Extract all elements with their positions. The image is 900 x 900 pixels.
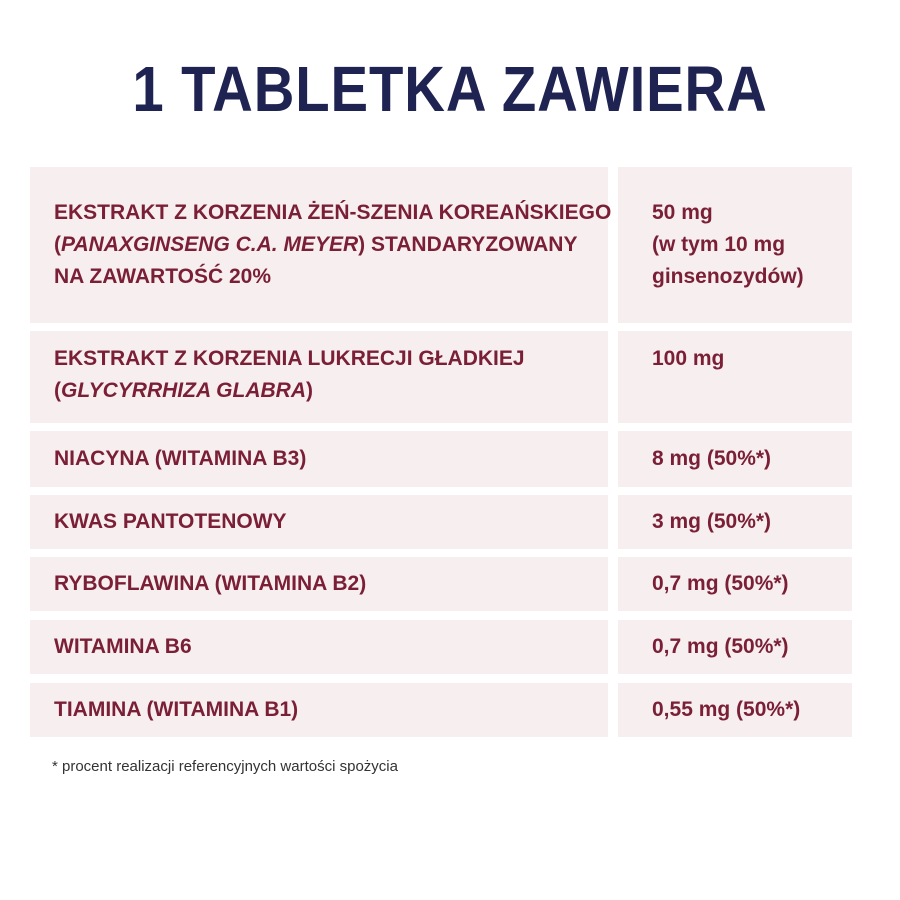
amount-text: 0,55 mg (50%*): [652, 698, 801, 721]
ingredient-text: EKSTRAKT Z KORZENIA LUKRECJI GŁADKIEJ: [54, 347, 525, 370]
ingredient-name-line: [54, 343, 525, 375]
ingredient-name-line: [54, 197, 611, 229]
ingredient-name-line: [54, 443, 306, 475]
ingredient-name-cell: [30, 557, 608, 611]
amount-cell: [618, 495, 852, 549]
ingredient-text: ): [306, 379, 313, 402]
ingredient-text: ) STANDARYZOWANY: [358, 233, 578, 256]
table-row: [30, 683, 852, 737]
latin-name-text: GLYCYRRHIZA GLABRA: [61, 379, 306, 402]
ingredient-name-cell: [30, 167, 612, 323]
amount-cell: [618, 557, 852, 611]
ingredient-text: (: [54, 379, 61, 402]
ingredient-text: (: [54, 233, 61, 256]
ingredient-name-line: [54, 694, 298, 726]
amount-text: 3 mg (50%*): [652, 510, 772, 533]
ingredient-text: NIACYNA (WITAMINA B3): [54, 447, 307, 470]
ingredient-text: EKSTRAKT Z KORZENIA ŻEŃ-SZENIA KOREAŃSKIEGO: [54, 201, 612, 224]
ingredient-name-line: [54, 375, 525, 407]
amount-cell: [618, 167, 852, 323]
ingredient-name-cell: [30, 620, 608, 674]
ingredient-name-line: [54, 631, 192, 663]
ingredient-text: TIAMINA (WITAMINA B1): [54, 698, 299, 721]
table-row: [30, 620, 852, 674]
table-row: [30, 331, 852, 423]
amount-text: 0,7 mg (50%*): [652, 635, 789, 658]
amount-cell: [618, 431, 852, 487]
latin-name-text: PANAXGINSENG C.A. MEYER: [61, 233, 359, 256]
table-row: [30, 495, 852, 549]
page-title: 1 TABLETKA ZAWIERA: [132, 53, 768, 125]
ingredient-name-cell: [30, 331, 608, 423]
amount-cell: [618, 331, 852, 423]
ingredient-name-cell: [30, 683, 608, 737]
amount-text: 100 mg: [652, 347, 725, 370]
ingredient-text: NA ZAWARTOŚĆ 20%: [54, 265, 272, 288]
ingredient-text: RYBOFLAWINA (WITAMINA B2): [54, 572, 367, 595]
ingredient-text: WITAMINA B6: [54, 635, 192, 658]
amount-text: 0,7 mg (50%*): [652, 572, 789, 595]
ingredient-name-line: [54, 568, 366, 600]
amount-text: ginsenozydów): [652, 265, 804, 288]
amount-text: 50 mg: [652, 201, 713, 224]
amount-text: (w tym 10 mg: [652, 233, 786, 256]
footnote: * procent realizacji referencyjnych wartości spożycia: [52, 758, 398, 775]
table-row: [30, 557, 852, 611]
ingredient-name-cell: [30, 495, 608, 549]
ingredient-name-cell: [30, 431, 608, 487]
amount-text: 8 mg (50%*): [652, 447, 772, 470]
ingredient-text: KWAS PANTOTENOWY: [54, 510, 287, 533]
table-row: [30, 167, 852, 323]
ingredient-name-line: [54, 506, 287, 538]
amount-cell: [618, 683, 852, 737]
amount-cell: [618, 620, 852, 674]
ingredient-name-line: [54, 261, 611, 293]
table-row: [30, 431, 852, 487]
ingredient-name-line: [54, 229, 611, 261]
